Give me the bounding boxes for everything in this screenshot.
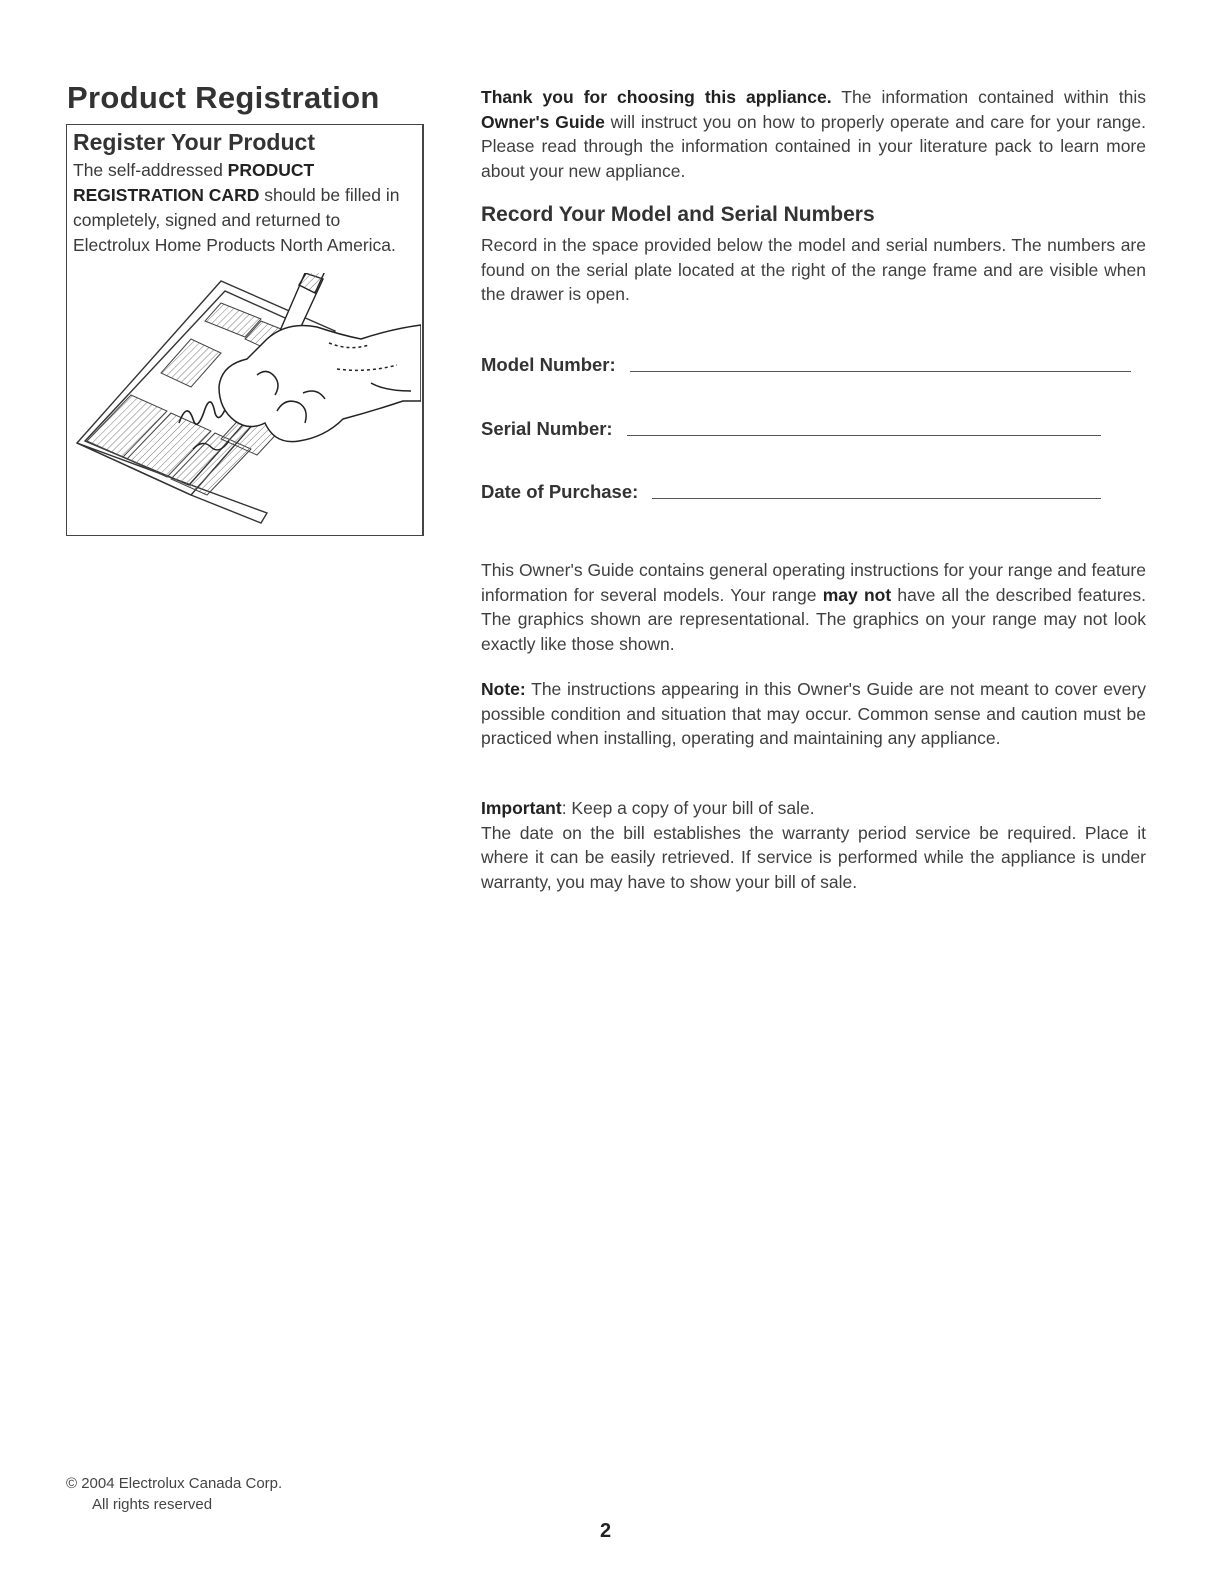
register-text-end: should be filled in completely, signed and returned to Electrolux Home Products North America. [73,185,400,255]
intro-text-2: will instruct you on how to properly operate and care for your range. Please read through the information contained in your literature pack to learn more about your new appliance. [481,111,1146,181]
model-number-label: Model Number: [481,354,616,375]
general-info-text-2: have all the described features. The graphics shown are representational. The graphics on your range may not look exactly like those shown. [481,584,1146,654]
register-heading: Register Your Product [73,129,315,155]
register-product-box [66,124,424,536]
serial-number-label: Serial Number: [481,418,613,439]
serial-number-line[interactable] [627,434,1101,436]
owners-guide-text: Owner's Guide [481,111,605,132]
general-info-text-1: This Owner's Guide contains general operating instructions for your range and feature information for several models. Your range [481,560,1146,605]
registration-card-illustration [71,273,421,531]
copyright-line-2: All rights reserved [92,1496,213,1513]
note-label: Note: [481,679,526,699]
important-text-2: The date on the bill establishes the warranty period service be required. Place it where it can be easily retrieved. If service is performed while the appliance is under warranty, you may have to show your bill of sale. [481,822,1146,892]
model-number-line[interactable] [630,370,1131,372]
important-paragraph [481,796,1146,894]
copyright-line-1: © 2004 Electrolux Canada Corp. [66,1475,283,1492]
page-title: Product Registration [67,80,380,115]
registration-card-label: PRODUCT REGISTRATION CARD [73,160,315,205]
note-paragraph [481,677,1146,751]
page-number: 2 [600,1520,612,1542]
may-not-text: may not [822,584,892,605]
important-text-1: : Keep a copy of your bill of sale. [561,798,815,818]
note-text: The instructions appearing in this Owner's Guide are not meant to cover every possible condition and situation that may occur. Common sense and caution must be practiced when installing, operating and maintaining any appliance. [481,679,1146,748]
important-label: Important [481,798,562,818]
date-of-purchase-field[interactable] [481,481,1101,503]
date-of-purchase-line[interactable] [652,497,1101,499]
date-of-purchase-label: Date of Purchase: [481,481,639,502]
copyright-notice [66,1473,282,1515]
thank-you-text: Thank you for choosing this appliance. [481,87,832,107]
register-text-start: The self-addressed [73,160,228,180]
hand [219,325,421,442]
general-info-paragraph [481,558,1146,656]
intro-paragraph [481,85,1146,183]
record-section-heading: Record Your Model and Serial Numbers [481,203,875,226]
serial-number-field[interactable] [481,418,1101,440]
intro-text-1: The information contained within this [831,87,1147,107]
record-paragraph [481,233,1146,307]
record-text: Record in the space provided below the model and serial numbers. The numbers are found on the serial plate located at the right of the range frame and are visible when the drawer is open. [481,235,1146,304]
register-text [67,156,422,258]
model-number-field[interactable] [481,354,1131,376]
